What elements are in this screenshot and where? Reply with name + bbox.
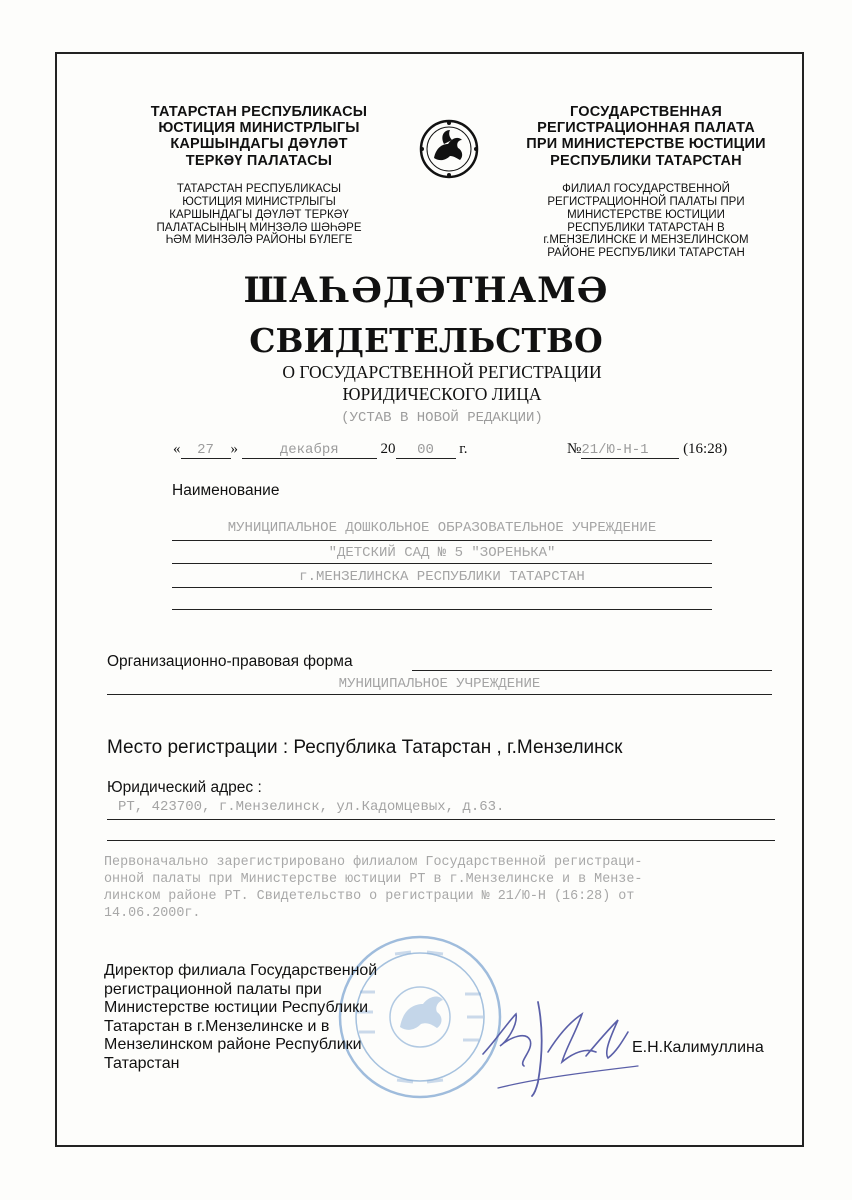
legal-form-value: МУНИЦИПАЛЬНОЕ УЧРЕЖДЕНИЕ bbox=[338, 676, 541, 692]
header-left-org: ТАТАРСТАН РЕСПУБЛИКАСЫ ЮСТИЦИЯ МИНИСТРЛЫГЫ КАРШЫНДАГЫ ДӘҮЛӘТ ТЕРКӘҮ ПАЛАТАСЫ bbox=[150, 104, 368, 169]
name-line-2: "ДЕТСКИЙ САД № 5 "ЗОРЕНЬКА" bbox=[328, 545, 556, 561]
registration-place-label: Место регистрации : bbox=[107, 737, 289, 758]
registration-number-value: 21/Ю-Н-1 bbox=[581, 442, 679, 459]
registration-place-value: Республика Татарстан , г.Мензелинск bbox=[293, 737, 623, 758]
registration-time: (16:28) bbox=[683, 441, 728, 457]
name-line-3: г.МЕНЗЕЛИНСКА РЕСПУБЛИКИ ТАТАРСТАН bbox=[299, 569, 585, 585]
header-right-org: ГОСУДАРСТВЕННАЯ РЕГИСТРАЦИОННАЯ ПАЛАТА ПРИ МИНИСТЕРСТВЕ ЮСТИЦИИ РЕСПУБЛИКИ ТАТАРСТАН bbox=[526, 104, 766, 169]
address-rule-1 bbox=[107, 819, 775, 820]
signer-name: Е.Н.Калимуллина bbox=[632, 1039, 764, 1056]
legal-form-label: Организационно-правовая форма bbox=[107, 653, 353, 670]
issue-date: « 27 » декабря 20 00 г. bbox=[173, 441, 468, 458]
registration-number: №21/Ю-Н-1 (16:28) bbox=[567, 441, 728, 458]
charter-note: (УСТАВ В НОВОЙ РЕДАКЦИИ) bbox=[341, 410, 543, 426]
name-line-1: МУНИЦИПАЛЬНОЕ ДОШКОЛЬНОЕ ОБРАЗОВАТЕЛЬНОЕ УЧРЕЖДЕНИЕ bbox=[227, 520, 657, 536]
date-year: 00 bbox=[396, 442, 456, 459]
tatarstan-coat-of-arms-icon bbox=[414, 118, 484, 180]
header-left bbox=[118, 104, 400, 247]
legal-form-rule-1 bbox=[412, 670, 772, 671]
header-right bbox=[510, 104, 782, 260]
title-tatar: ШАҺӘДӘТНАМӘ bbox=[243, 270, 609, 311]
title-russian: СВИДЕТЕЛЬСТВО bbox=[249, 321, 603, 360]
name-label: Наименование bbox=[172, 482, 280, 499]
subtitle: О ГОСУДАРСТВЕННОЙ РЕГИСТРАЦИИ ЮРИДИЧЕСКОГО ЛИЦА bbox=[282, 362, 602, 404]
registration-history: Первоначально зарегистрировано филиалом Государственной регистраци- онной палаты при Министерстве юстиции РТ в г.Мензелинске и в Мензе- линском районе РТ. Свидетельство о регистрации № 21/Ю-Н (16:28) от 14.06.2000г. bbox=[104, 855, 643, 921]
name-rule-3 bbox=[172, 587, 712, 588]
header-left-branch: ТАТАРСТАН РЕСПУБЛИКАСЫ ЮСТИЦИЯ МИНИСТРЛЫГЫ КАРШЫНДАГЫ ДӘҮЛӘТ ТЕРКӘҮ ПАЛАТАСЫНЫҢ МИНЗӘЛӘ ШӘҺӘРЕ ҺӘМ МИНЗӘЛӘ РАЙОНЫ БҮЛЕГЕ bbox=[156, 182, 362, 247]
address-label: Юридический адрес : bbox=[107, 779, 262, 796]
date-day: 27 bbox=[181, 442, 231, 459]
name-rule-2 bbox=[172, 563, 712, 564]
handwritten-signature-icon bbox=[478, 992, 653, 1102]
registration-place bbox=[107, 737, 622, 759]
name-rule-1 bbox=[172, 540, 712, 541]
date-month: декабря bbox=[242, 442, 377, 459]
address-value: РТ, 423700, г.Мензелинск, ул.Кадомцевых, д.63. bbox=[118, 799, 505, 815]
director-title: Директор филиала Государственной регистрационной палаты при Министерстве юстиции Республики Татарстан в г.Мензелинске и в Мензелинском районе Республики Татарстан bbox=[104, 962, 378, 1072]
address-rule-2 bbox=[107, 840, 775, 841]
header-right-branch: ФИЛИАЛ ГОСУДАРСТВЕННОЙ РЕГИСТРАЦИОННОЙ ПАЛАТЫ ПРИ МИНИСТЕРСТВЕ ЮСТИЦИИ РЕСПУБЛИКИ ТАТАРСТАН В г.МЕНЗЕЛИНСКЕ И МЕНЗЕЛИНСКОМ РАЙОНЕ РЕСПУБЛИКИ ТАТАРСТАН bbox=[543, 182, 749, 260]
legal-form-rule-2 bbox=[107, 694, 772, 695]
name-rule-4 bbox=[172, 609, 712, 610]
